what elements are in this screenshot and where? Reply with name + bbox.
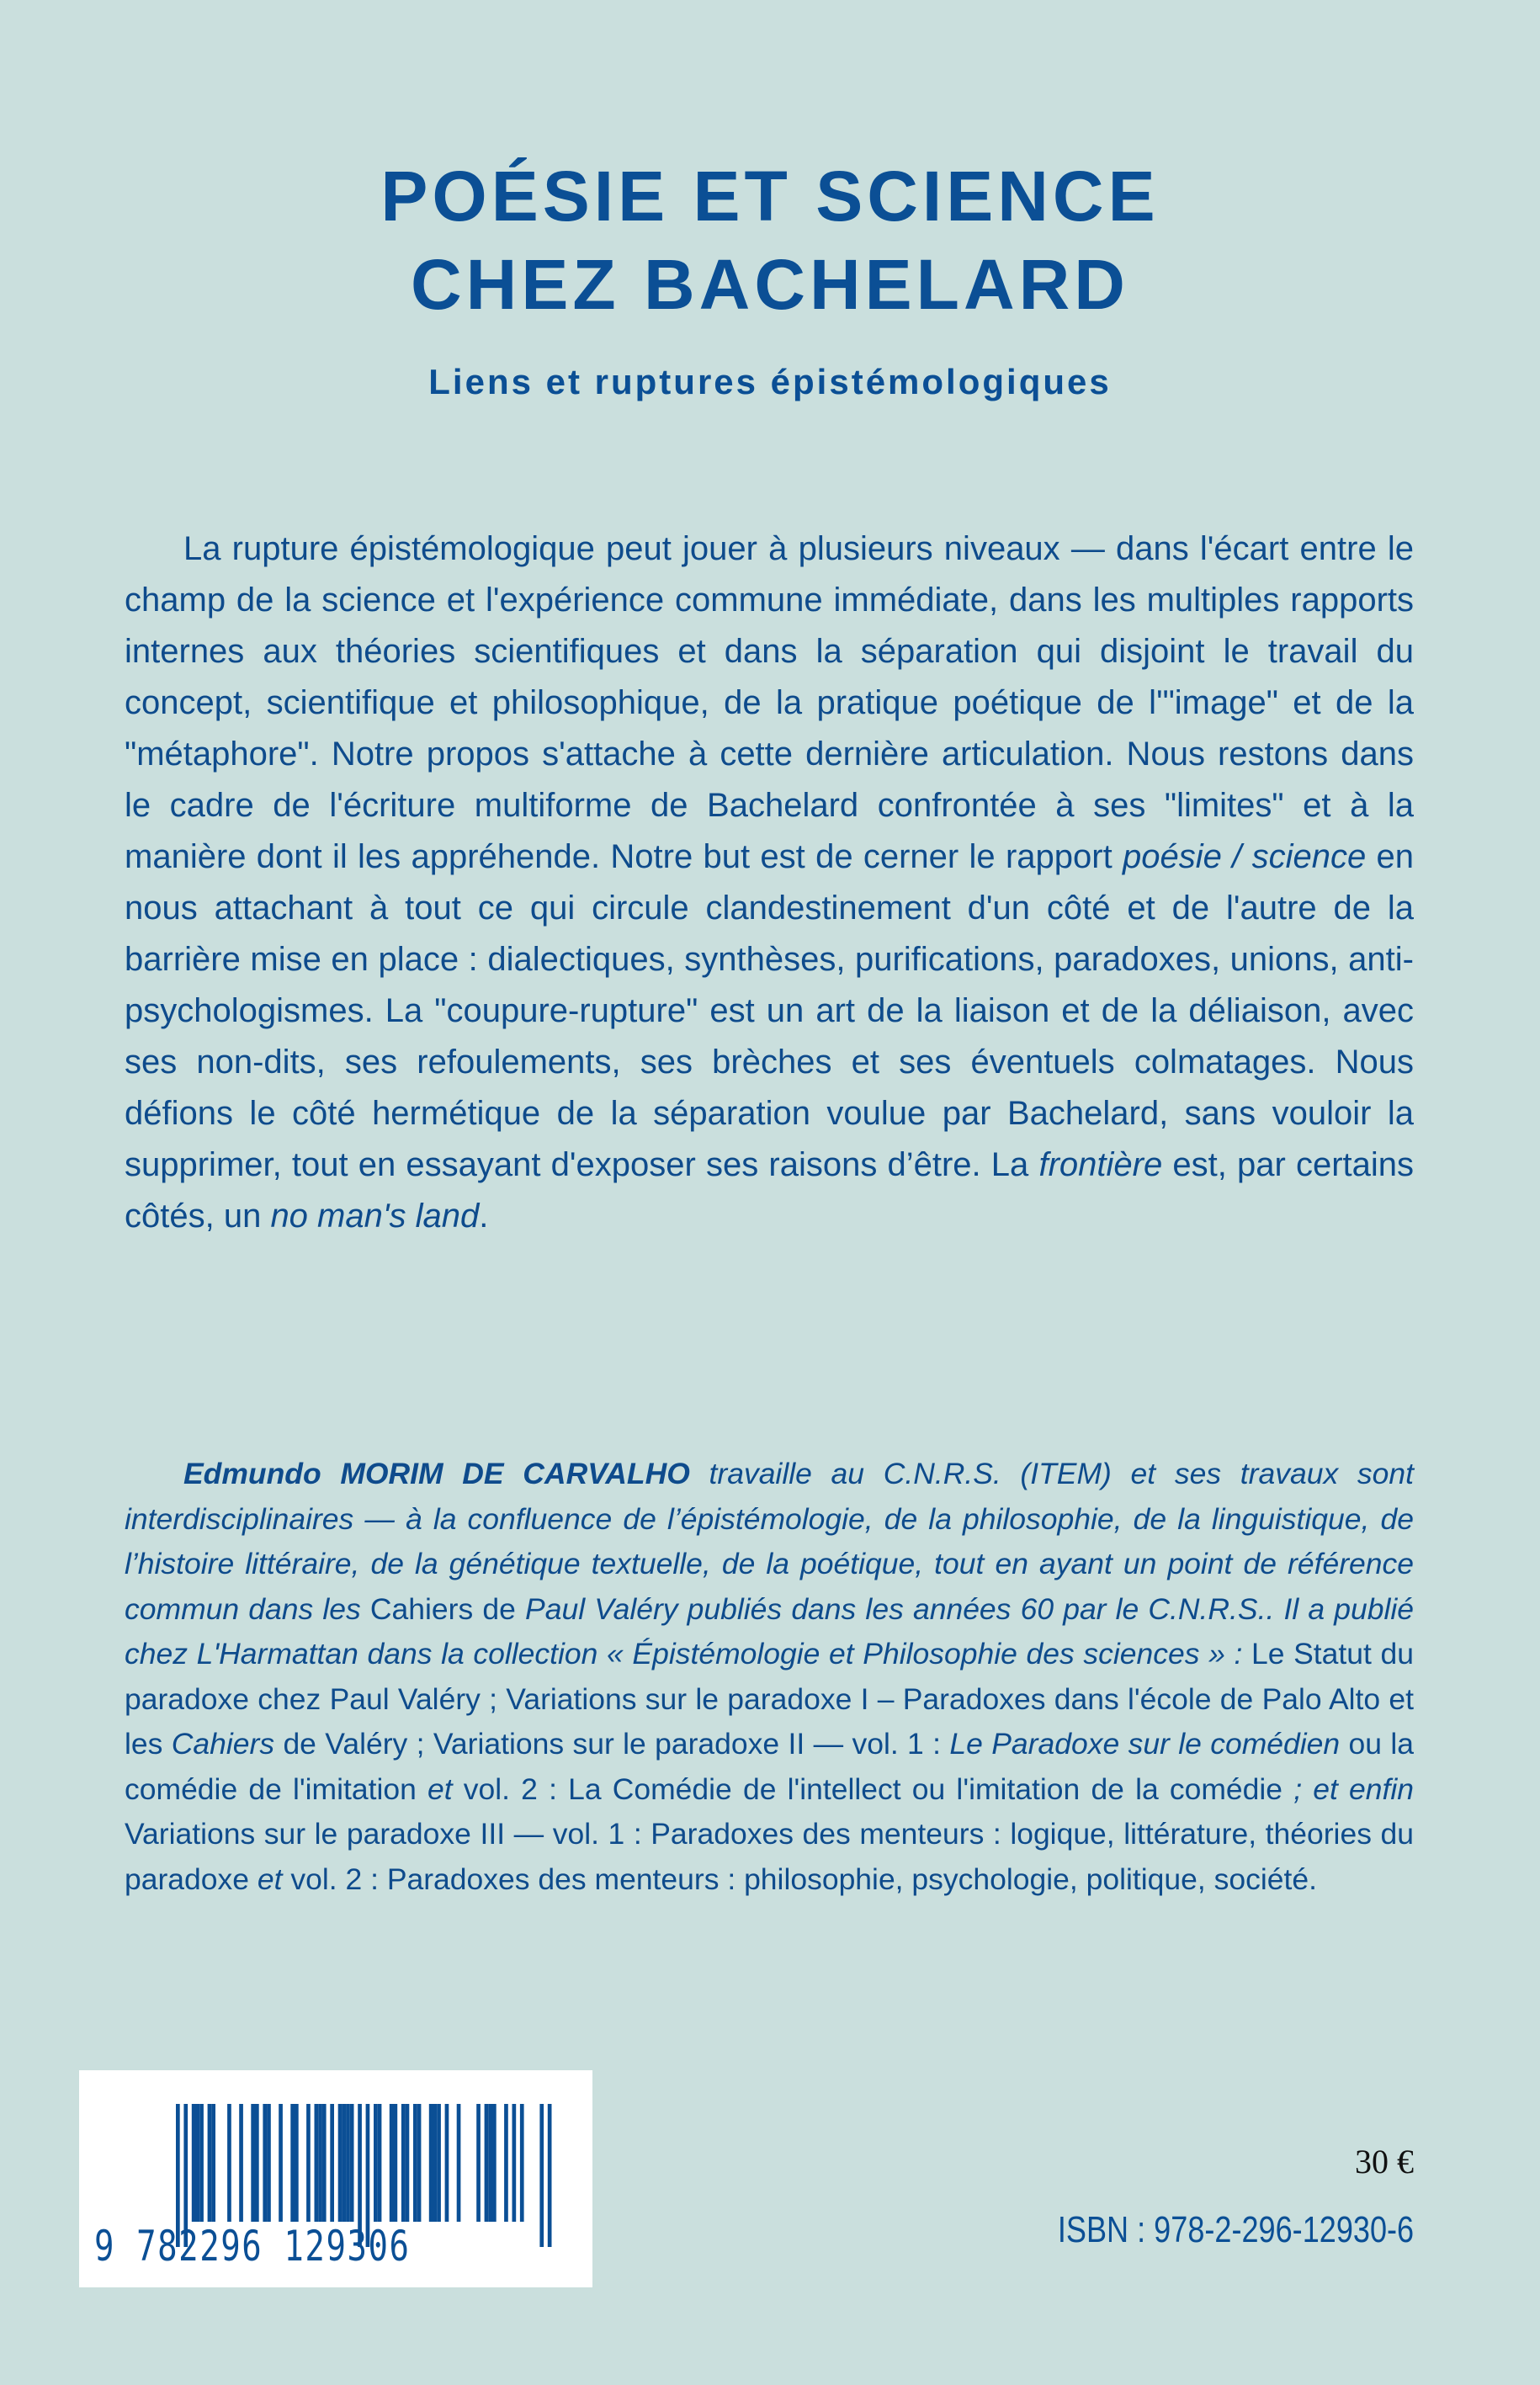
barcode-bar: [378, 2104, 382, 2222]
price: 30 €: [1355, 2143, 1414, 2180]
barcode-bar: [330, 2104, 334, 2222]
barcode-bar: [318, 2104, 322, 2222]
barcode-bar: [346, 2104, 350, 2222]
barcode-bar: [492, 2104, 497, 2222]
barcode: [79, 2070, 592, 2287]
barcode-bar: [211, 2104, 215, 2222]
summary-segment: La rupture épistémologique peut jouer à plusieurs niveaux — dans l'écart entre le champ de la science et l'expérience commune immédiate, dans les multiples rapports internes aux théories scientifiques et dans la séparation qui disjoint le travail du concept, scientifique et philosophique, de la pratique poétique de l'"image" et de la "métaphore". Notre propos s'attache à cette dernière articulation. Nous restons dans le cadre de l'écriture multiforme de Bachelard confrontée à ses "limites" et à la manière dont il les appréhende. Notre but est de cerner le rapport: [125, 530, 1414, 875]
barcode-bar: [476, 2104, 481, 2222]
barcode-bar: [227, 2104, 231, 2222]
summary-segment: est, par certains côtés, un: [125, 1146, 1415, 1235]
summary-segment: frontière: [1038, 1146, 1163, 1183]
bio-segment: Le Paradoxe sur le comédien: [949, 1727, 1341, 1761]
bio-segment: Edmundo MORIM DE CARVALHO: [183, 1457, 690, 1490]
barcode-bar: [196, 2104, 200, 2222]
bio-segment: vol. 2 : Paradoxes des menteurs : philosophie, psychologie, politique, société.: [282, 1862, 1317, 1896]
bio-segment: Paul Valéry publiés dans les années 60 par le C.N.R.S.. Il a publié chez L'Harmattan dans la collection « Épistémologie et Philosophie des sciences » :: [125, 1591, 1414, 1671]
barcode-bar: [390, 2104, 394, 2222]
barcode-bar: [263, 2104, 267, 2222]
barcode-bar: [251, 2104, 255, 2222]
summary-segment: no man's land: [270, 1198, 480, 1235]
barcode-bar: [512, 2104, 517, 2222]
book-title-line-2: CHEZ BACHELARD: [411, 245, 1129, 324]
barcode-bar: [306, 2104, 311, 2222]
barcode-digits: 9 782296 129306: [94, 2222, 411, 2271]
barcode-bar: [374, 2104, 378, 2222]
summary-segment: en nous attachant à tout ce qui circule clandestinement d'un côté et de l'autre de la barrière mise en place : dialectiques, synthèses, purifications, paradoxes, unions, anti-psychologismes. La "coupure-rupture" est un art de la liaison et de la déliaison, avec ses non-dits, ses refoulements, ses brèches et ses éventuels colmatages. Nous défions le côté hermétique de la séparation voulue par Bachelard, sans vouloir la supprimer, tout en essayant d'exposer ses raisons d’être. La: [125, 838, 1414, 1183]
bio-segment: et: [427, 1771, 453, 1806]
barcode-bar: [394, 2104, 398, 2222]
barcode-bar: [429, 2104, 433, 2222]
barcode-bar: [267, 2104, 271, 2222]
barcode-bar: [338, 2104, 343, 2222]
barcode-bar: [485, 2104, 489, 2222]
barcode-bar: [199, 2104, 204, 2222]
barcode-bar: [322, 2104, 327, 2222]
barcode-bar: [437, 2104, 441, 2222]
barcode-bar: [504, 2104, 508, 2222]
barcode-bar: [239, 2104, 243, 2222]
bio-segment: travaille au C.N.R.S. (ITEM) et ses travaux sont interdisciplinaires — à la confluence de l’épistémologie, de la philosophie, de la linguistique, de l’histoire littéraire, de la génétique textuelle, de la poétique, tout en ayant un point de référence commun dans les: [125, 1457, 1414, 1626]
barcode-bar: [488, 2104, 492, 2222]
barcode-bar: [401, 2104, 406, 2222]
bio-segment: Cahiers de: [369, 1591, 526, 1626]
bio-segment: Variations sur le paradoxe III — vol. 1 : Paradoxes des menteurs : logique, littérature, théories du paradoxe: [125, 1817, 1414, 1896]
bio-segment: et: [257, 1862, 283, 1896]
bio-segment: Le Statut du paradoxe chez Paul Valéry ; Variations sur le paradoxe I – Paradoxes dans l'école de Palo Alto et les: [125, 1637, 1415, 1761]
summary-segment: poésie / science: [1123, 838, 1367, 875]
barcode-bar: [208, 2104, 212, 2222]
bio-segment: ou la comédie de l'imitation: [125, 1727, 1415, 1806]
barcode-bar: [417, 2104, 422, 2222]
bio-segment: de Valéry ; Variations sur le paradoxe II — vol. 1 :: [274, 1727, 950, 1761]
barcode-bar: [342, 2104, 346, 2222]
barcode-bar: [433, 2104, 438, 2222]
barcode-bar: [406, 2104, 410, 2222]
bio-segment: vol. 2 : La Comédie de l'intellect ou l'imitation de la comédie: [452, 1771, 1294, 1806]
barcode-bar: [457, 2104, 461, 2222]
barcode-bar: [539, 2104, 544, 2247]
barcode-bar: [279, 2104, 283, 2222]
summary-paragraph: [125, 523, 1414, 1242]
barcode-bar: [315, 2104, 319, 2222]
barcode-bar: [445, 2104, 449, 2222]
book-title-line-1: POÉSIE ET SCIENCE: [380, 157, 1160, 236]
barcode-bar: [548, 2104, 552, 2247]
isbn: ISBN : 978-2-296-12930-6: [1057, 2209, 1414, 2250]
barcode-bar: [192, 2104, 196, 2222]
barcode-bar: [255, 2104, 259, 2222]
bio-segment: Cahiers: [171, 1727, 275, 1761]
book-subtitle: Liens et ruptures épistémologiques: [428, 362, 1112, 401]
summary-segment: .: [479, 1198, 489, 1235]
barcode-bar: [295, 2104, 299, 2222]
barcode-bar: [290, 2104, 295, 2222]
author-bio-paragraph: [125, 1452, 1414, 1902]
bio-segment: ; et enfin: [1293, 1771, 1414, 1806]
barcode-bar: [350, 2104, 354, 2222]
barcode-bar: [413, 2104, 417, 2222]
barcode-bar: [520, 2104, 524, 2222]
